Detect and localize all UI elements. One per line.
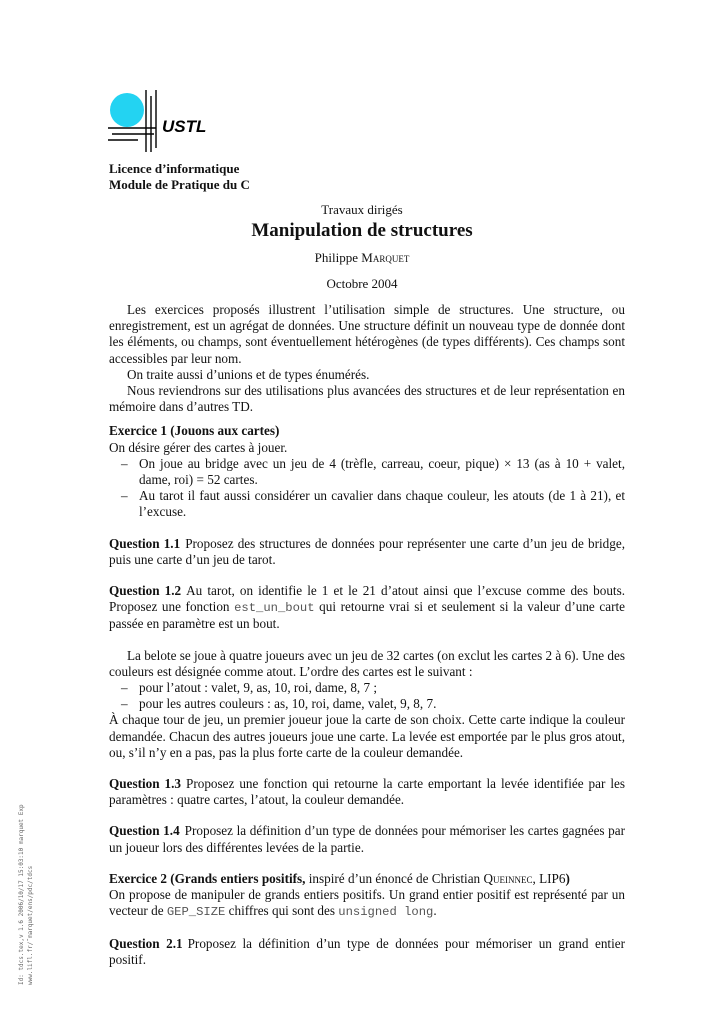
institution-line-2: Module de Pratique du C [109, 177, 250, 192]
intro-paragraph-3: Nous reviendrons sur des utilisations plus avancées des structures et de leur représentation en mémoire dans d’autres TD. [109, 383, 625, 415]
exercise-1-lead: On désire gérer des cartes à jouer. [109, 439, 288, 455]
institution-line-1: Licence d’informatique [109, 161, 240, 176]
date: Octobre 2004 [326, 276, 398, 291]
question-label: Question 2.1 [109, 935, 183, 951]
belote-paragraph: La belote se joue à quatre joueurs avec un jeu de 32 cartes (on exclut les cartes 2 à 6). Une des couleurs est désignée comme atout. L’ordre des cartes est le suivant : [109, 647, 625, 679]
author-first-name: Philippe [314, 250, 359, 265]
intro-paragraph-1: Les exercices proposés illustrent l’utilisation simple de structures. Une structure, ou enregistrement, est un agrégat de données. Une structure définit un nouveau type de donnée dont les éléments, ou champs, sont éventuellement hétérogènes (de types différents). Ces champs sont accessibles par leur nom. [109, 302, 625, 366]
logo-disk [110, 93, 144, 127]
url-line: www.lifl.fr/˜marquet/ens/pdc/tdcs [27, 865, 34, 985]
list-item: – On joue au bridge avec un jeu de 4 (trèfle, carreau, coeur, pique) × 13 (as à 10 + valet, dame, roi) = 52 cartes. [121, 455, 625, 488]
author [0, 250, 724, 266]
version-stamp [17, 804, 35, 985]
list-item: – pour l’atout : valet, 9, as, 10, roi, dame, 8, 7 ; [121, 680, 378, 696]
code-est-un-bout: est_un_bout [234, 601, 315, 616]
version-line: Id: tdcs.tex,v 1.6 2006/10/17 15:03:10 marquet Exp [18, 804, 25, 985]
document-title: Manipulation de structures [251, 220, 473, 241]
code-gep-size: GEP_SIZE [166, 905, 226, 920]
intro-paragraph-2: On traite aussi d’unions et de types énumérés. [127, 366, 370, 382]
belote-rules: À chaque tour de jeu, un premier joueur joue la carte de son choix. Cette carte indique la couleur demandée. Chacun des autres joueurs joue une carte. La levée est emportée par le plus gros atout, ou, s’il n’y en a pas, pas la plus forte carte de la couleur demandée. [109, 712, 625, 760]
exercise-1-heading: Exercice 1 (Jouons aux cartes) [109, 423, 280, 439]
exercise-2-heading: Exercice 2 (Grands entiers positifs, inspiré d’un énoncé de Christian Queinnec, LIP6) [109, 870, 570, 886]
question-1-2: Question 1.2 Au tarot, on identifie le 1 et le 21 d’atout ainsi que l’excuse comme des bouts. Proposez une fonction est_un_bout qui retourne vrai si et seulement si la valeur d’une carte passée en paramètre est un bout. [109, 583, 626, 632]
exercise-1-list [109, 456, 625, 521]
question-label: Question 1.1 [109, 535, 181, 551]
question-label: Question 1.4 [109, 823, 180, 839]
author-last-name: Marquet [361, 250, 410, 265]
logo-text: USTL [162, 117, 207, 136]
question-2-1: Question 2.1 Proposez la définition d’un type de données pour mémoriser un grand entier positif. [109, 935, 626, 967]
list-item: – Au tarot il faut aussi considérer un cavalier dans chaque couleur, les atouts (de 1 à 21), et l’excuse. [121, 488, 625, 520]
question-1-1: Question 1.1 Proposez des structures de données pour représenter une carte d’un jeu de bridge, puis une carte d’un jeu de tarot. [109, 535, 625, 567]
code-unsigned-long: unsigned long [338, 905, 434, 920]
question-1-3: Question 1.3 Proposez une fonction qui retourne la carte emportant la levée identifiée par les paramètres : quatre cartes, l’atout, la couleur demandée. [109, 776, 625, 808]
question-label: Question 1.2 [109, 583, 182, 599]
document-kicker: Travaux dirigés [321, 202, 403, 217]
question-label: Question 1.3 [109, 776, 182, 792]
document-body [109, 302, 625, 968]
ustl-logo [108, 88, 228, 154]
belote-order-list [109, 680, 625, 712]
exercise-2-text: On propose de manipuler de grands entiers positifs. Un grand entier positif est représenté par un vecteur de GEP_SIZE chiffres qui sont des unsigned long. [109, 887, 625, 920]
question-1-4: Question 1.4 Proposez la définition d’un type de données pour mémoriser les cartes gagnées par un joueur lors des différentes levées de la partie. [109, 823, 626, 855]
institution [109, 161, 250, 193]
list-item: – pour les autres couleurs : as, 10, roi, dame, valet, 9, 8, 7. [121, 696, 437, 712]
